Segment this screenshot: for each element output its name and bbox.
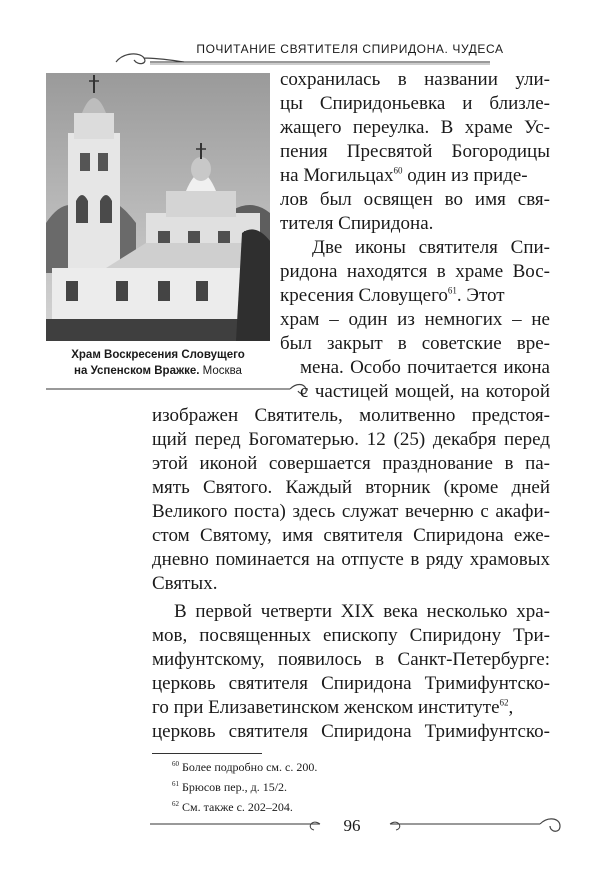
text-line-13: мена. Особо почитается икона xyxy=(300,357,550,378)
text-line-4: пения Пресвятой Богородицы xyxy=(280,141,550,162)
footnote-number: 60 xyxy=(172,760,179,768)
footnote-61 xyxy=(172,780,287,794)
text-line-23: В первой четверти XIX века несколько хра- xyxy=(174,601,550,622)
text-line-24: мов, посвященных епископу Спиридону Три- xyxy=(152,625,550,646)
text-line-1: сохранилась в названии ули- xyxy=(280,69,550,90)
text-line-5-b: один из приде- xyxy=(402,165,528,186)
text-line-9: ридона находятся в храме Вос- xyxy=(280,261,550,282)
text-line-3: жащего переулка. В храме Ус- xyxy=(280,117,550,138)
caption-ornament xyxy=(46,381,310,397)
footnote-text: Более подробно см. с. 200. xyxy=(179,760,318,774)
text-line-8: Две иконы святителя Спи- xyxy=(312,237,550,258)
text-line-5 xyxy=(280,164,550,188)
text-line-12: был закрыт в советские вре- xyxy=(280,333,550,354)
text-line-11: храм – один из немногих – не xyxy=(280,309,550,330)
caption-title-line-1: Храм Воскресения Словущего xyxy=(71,349,245,361)
footnote-number: 61 xyxy=(172,780,179,788)
text-line-5-a: на Могильцах xyxy=(280,165,394,186)
text-line-20: стом Святому, имя святителя Спиридона еже- xyxy=(152,525,550,546)
text-line-6: лов был освящен во имя свя- xyxy=(280,189,550,210)
text-line-7: тителя Спиридона. xyxy=(280,213,434,234)
church-photo xyxy=(46,73,270,341)
page-number: 96 xyxy=(343,816,361,835)
text-line-15: изображен Святитель, молитвенно предстоя- xyxy=(152,405,550,426)
footnote-text: См. также с. 202–204. xyxy=(179,800,293,814)
text-line-16: щий перед Богоматерью. 12 (25) декабря перед xyxy=(152,429,550,450)
running-header-title: ПОЧИТАНИЕ СВЯТИТЕЛЯ СПИРИДОНА. ЧУДЕСА xyxy=(196,42,504,56)
footnote-ref-60[interactable]: 60 xyxy=(393,165,403,176)
text-line-27 xyxy=(152,696,550,720)
figure-caption xyxy=(46,347,270,379)
text-line-26: церковь святителя Спиридона Тримифунтско- xyxy=(152,673,550,694)
text-line-14: с частицей мощей, на которой xyxy=(300,381,550,402)
footnote-text: Брюсов пер., д. 15/2. xyxy=(179,780,288,794)
text-line-17: этой иконой совершается празднование в па- xyxy=(152,453,550,474)
text-line-27-a: го при Елизаветинском женском институте xyxy=(152,697,500,718)
text-line-2: цы Спиридоньевка и близле- xyxy=(280,93,550,114)
caption-city: Москва xyxy=(199,365,242,377)
footnote-number: 62 xyxy=(172,800,179,808)
text-line-22: Святых. xyxy=(152,573,218,594)
caption-title-line-2: на Успенском Вражке. xyxy=(74,365,200,377)
text-line-25: мифунтскому, появилось в Санкт-Петербурге: xyxy=(152,649,550,670)
footnote-62 xyxy=(172,800,293,814)
text-line-19: Великого поста) здесь служат вечерню с акафи- xyxy=(152,501,550,522)
text-line-10-a: кресения Словущего xyxy=(280,285,448,306)
text-line-27-b: , xyxy=(508,697,514,718)
footnote-ref-61[interactable]: 61 xyxy=(447,285,457,296)
text-line-28: церковь святителя Спиридона Тримифунтско- xyxy=(152,721,550,742)
text-line-10-b: . Этот xyxy=(456,285,505,306)
text-line-21: дневно поминается на отпусте в ряду храмовых xyxy=(152,549,550,570)
footnote-separator xyxy=(152,753,262,754)
text-line-10 xyxy=(280,284,550,308)
text-line-18: мять Святого. Каждый вторник (кроме дней xyxy=(152,477,550,498)
footnote-ref-62[interactable]: 62 xyxy=(499,697,509,708)
footnote-60 xyxy=(172,760,317,774)
